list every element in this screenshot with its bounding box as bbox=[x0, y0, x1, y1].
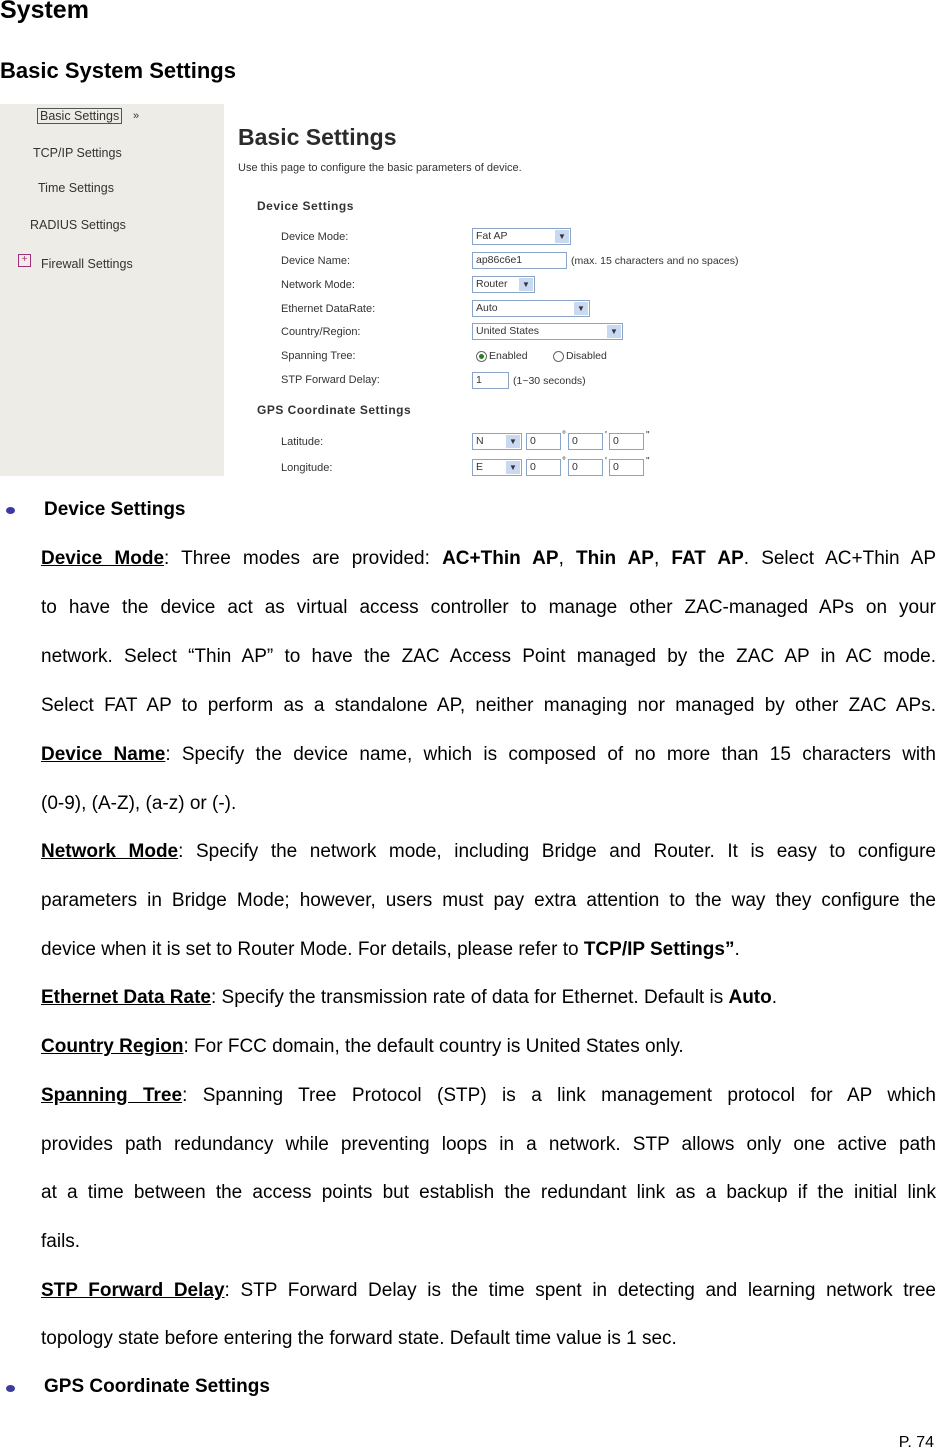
network-mode-line-2: parameters in Bridge Mode; however, users must pay extra attention to the way they configure the bbox=[41, 890, 936, 911]
spanning-line-2: provides path redundancy while preventing loops in a network. STP allows only one active path bbox=[41, 1134, 936, 1155]
spanning-term: Spanning Tree bbox=[41, 1085, 183, 1106]
minute-symbol: ' bbox=[605, 430, 607, 441]
nav-basic-settings[interactable]: Basic Settings bbox=[37, 108, 122, 124]
device-name-term: Device Name bbox=[41, 744, 166, 765]
country-label: Country/Region: bbox=[281, 326, 361, 338]
radio-checked-icon bbox=[476, 351, 487, 362]
country-term: Country Region bbox=[41, 1036, 184, 1057]
device-settings-heading: Device Settings bbox=[44, 499, 186, 520]
spanning-tree-label: Spanning Tree: bbox=[281, 350, 356, 362]
degree-symbol: ° bbox=[562, 430, 566, 441]
latitude-seconds-input[interactable]: 0 bbox=[609, 433, 644, 450]
device-name-note: (max. 15 characters and no spaces) bbox=[571, 255, 739, 267]
settings-title: Basic Settings bbox=[238, 124, 397, 150]
nav-tcpip-settings[interactable]: TCP/IP Settings bbox=[33, 146, 122, 160]
country-select[interactable] bbox=[472, 323, 623, 340]
nav-firewall-settings[interactable]: Firewall Settings bbox=[41, 257, 133, 271]
eth-rate-select[interactable] bbox=[472, 300, 590, 317]
basic-settings-screenshot bbox=[0, 104, 936, 476]
spanning-enabled-radio[interactable] bbox=[476, 350, 528, 362]
degree-symbol: ° bbox=[562, 456, 566, 467]
device-mode-line-2: to have the device act as virtual access controller to manage other ZAC-managed APs on your bbox=[41, 597, 936, 618]
gps-settings-heading: GPS Coordinate Settings bbox=[44, 1376, 270, 1397]
longitude-seconds-input[interactable]: 0 bbox=[609, 459, 644, 476]
latitude-minutes-input[interactable]: 0 bbox=[568, 433, 603, 450]
eth-rate-line-1: Ethernet Data Rate: Specify the transmission rate of data for Ethernet. Default is Auto. bbox=[41, 987, 778, 1008]
enabled-label: Enabled bbox=[489, 350, 528, 362]
longitude-dir-select[interactable] bbox=[472, 459, 522, 476]
latitude-dir-value: N bbox=[476, 435, 484, 447]
stp-delay-input[interactable]: 1 bbox=[472, 372, 509, 389]
latitude-dir-select[interactable] bbox=[472, 433, 522, 450]
stp-delay-label: STP Forward Delay: bbox=[281, 374, 380, 386]
device-name-input[interactable]: ap86c6e1 bbox=[472, 252, 567, 269]
country-value: United States bbox=[476, 325, 540, 337]
longitude-degrees-input[interactable]: 0 bbox=[526, 459, 561, 476]
gps-settings-header: GPS Coordinate Settings bbox=[257, 403, 412, 417]
stp-line-2: topology state before entering the forward state. Default time value is 1 sec. bbox=[41, 1328, 677, 1349]
spanning-line-3: at a time between the access points but establish the redundant link as a backup if the initial link bbox=[41, 1182, 936, 1203]
chevron-down-icon: ▼ bbox=[506, 461, 520, 474]
nav-arrow-icon: » bbox=[133, 110, 140, 122]
page-number: P. 74 bbox=[898, 1434, 934, 1451]
spanning-disabled-radio[interactable] bbox=[553, 350, 607, 362]
chevron-down-icon: ▼ bbox=[574, 302, 588, 315]
settings-description: Use this page to configure the basic parameters of device. bbox=[238, 162, 522, 174]
stp-term: STP Forward Delay bbox=[41, 1280, 225, 1301]
eth-rate-value: Auto bbox=[476, 302, 498, 314]
chevron-down-icon: ▼ bbox=[506, 435, 520, 448]
latitude-degrees-input[interactable]: 0 bbox=[526, 433, 561, 450]
device-settings-header: Device Settings bbox=[257, 199, 354, 213]
chevron-down-icon: ▼ bbox=[607, 325, 621, 338]
device-mode-select[interactable] bbox=[472, 228, 571, 245]
country-line-1: Country Region: For FCC domain, the default country is United States only. bbox=[41, 1036, 684, 1057]
eth-rate-label: Ethernet DataRate: bbox=[281, 303, 376, 315]
network-mode-value: Router bbox=[476, 278, 508, 290]
network-mode-line-1: Network Mode: Specify the network mode, including Bridge and Router. It is easy to configure bbox=[41, 841, 936, 862]
chevron-down-icon: ▼ bbox=[555, 230, 569, 243]
spanning-line-1: Spanning Tree: Spanning Tree Protocol (STP) is a link management protocol for AP which bbox=[41, 1085, 936, 1106]
network-mode-term: Network Mode bbox=[41, 841, 179, 862]
bullet-icon bbox=[6, 1385, 15, 1392]
latitude-label: Latitude: bbox=[281, 436, 324, 448]
device-name-label: Device Name: bbox=[281, 255, 351, 267]
longitude-dir-value: E bbox=[476, 461, 484, 473]
disabled-label: Disabled bbox=[566, 350, 607, 362]
stp-delay-note: (1~30 seconds) bbox=[513, 375, 586, 387]
second-symbol: " bbox=[646, 430, 650, 441]
spanning-line-4: fails. bbox=[41, 1231, 81, 1252]
network-mode-label: Network Mode: bbox=[281, 279, 355, 291]
device-name-line-2: (0-9), (A-Z), (a-z) or (-). bbox=[41, 793, 237, 814]
stp-line-1: STP Forward Delay: STP Forward Delay is the time spent in detecting and learning network tree bbox=[41, 1280, 936, 1301]
network-mode-line-3: device when it is set to Router Mode. For details, please refer to TCP/IP Settings”. bbox=[41, 939, 740, 960]
device-name-line-1: Device Name: Specify the device name, which is composed of no more than 15 characters with bbox=[41, 744, 936, 765]
eth-rate-term: Ethernet Data Rate bbox=[41, 987, 211, 1008]
device-mode-line-3: network. Select “Thin AP” to have the ZAC Access Point managed by the ZAC AP in AC mode. bbox=[41, 646, 936, 667]
device-mode-line-4: Select FAT AP to perform as a standalone AP, neither managing nor managed by other ZAC APs. bbox=[41, 695, 936, 716]
expand-plus-icon[interactable]: + bbox=[18, 254, 31, 267]
radio-unchecked-icon bbox=[553, 351, 564, 362]
device-mode-label: Device Mode: bbox=[281, 231, 349, 243]
longitude-label: Longitude: bbox=[281, 462, 333, 474]
device-mode-value: Fat AP bbox=[476, 230, 508, 242]
longitude-minutes-input[interactable]: 0 bbox=[568, 459, 603, 476]
second-symbol: " bbox=[646, 456, 650, 467]
section-heading: Basic System Settings bbox=[0, 58, 236, 83]
page-heading: System bbox=[0, 0, 89, 24]
nav-radius-settings[interactable]: RADIUS Settings bbox=[30, 218, 126, 232]
chevron-down-icon: ▼ bbox=[519, 278, 533, 291]
device-mode-line-1: Device Mode: Three modes are provided: AC+Thin AP, Thin AP, FAT AP. Select AC+Thin AP bbox=[41, 548, 936, 569]
bullet-icon bbox=[6, 507, 15, 514]
sidebar-nav bbox=[0, 104, 224, 476]
device-mode-term: Device Mode bbox=[41, 548, 165, 569]
minute-symbol: ' bbox=[605, 456, 607, 467]
network-mode-select[interactable] bbox=[472, 276, 535, 293]
nav-time-settings[interactable]: Time Settings bbox=[38, 181, 114, 195]
